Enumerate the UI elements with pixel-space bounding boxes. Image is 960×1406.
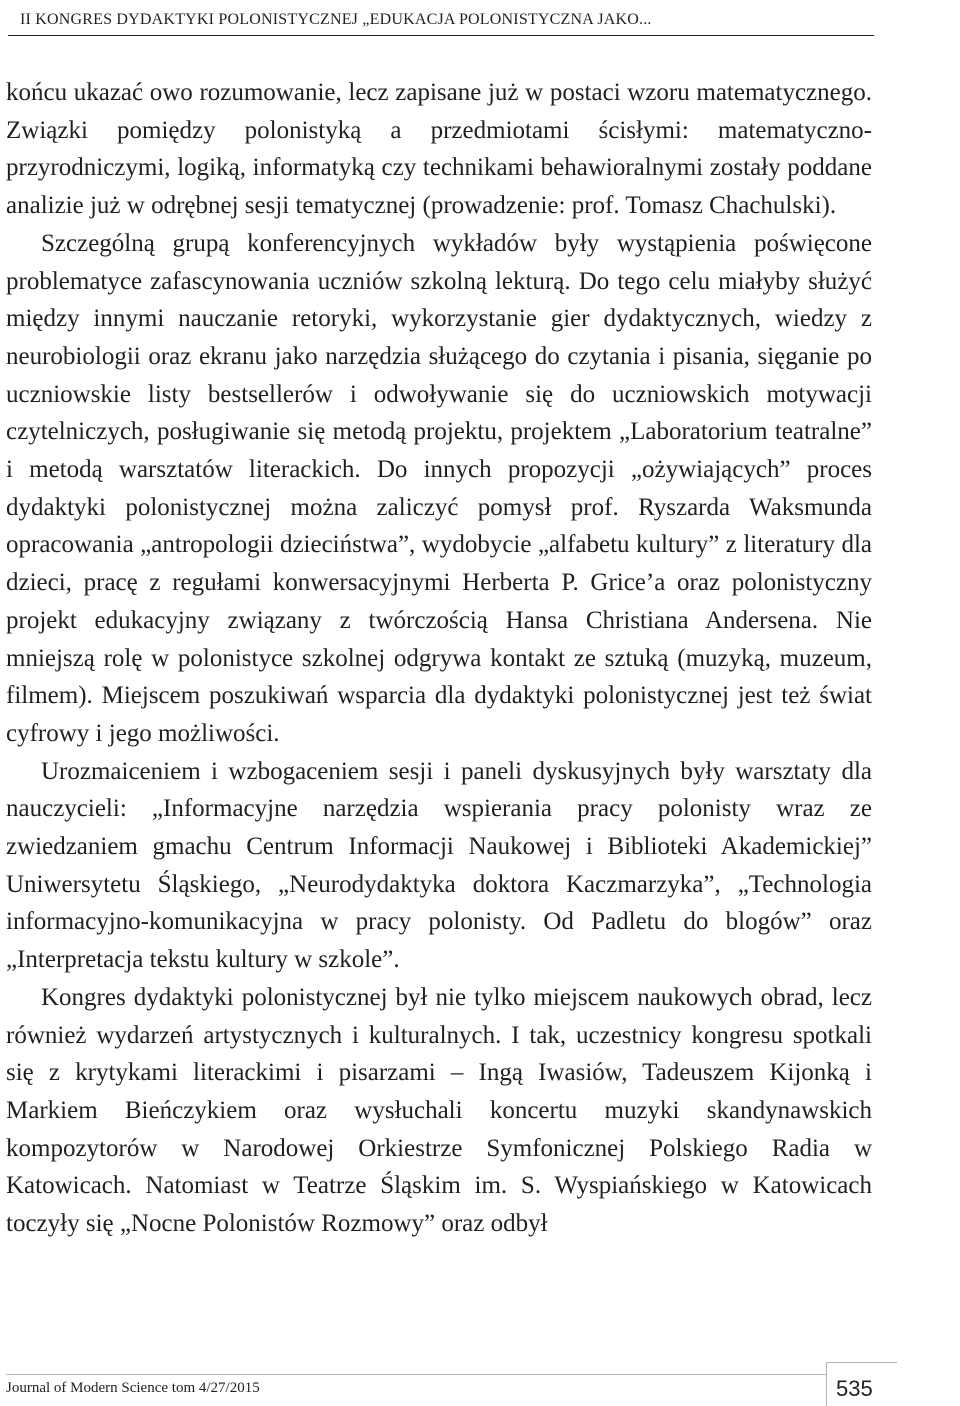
footer-rule — [6, 1374, 826, 1375]
running-header: II KONGRES DYDAKTYKI POLONISTYCZNEJ „EDUKACJA POLONISTYCZNA JAKO... — [20, 11, 652, 28]
paragraph-2: Szczególną grupą konferencyjnych wykładów były wystąpienia poświęcone problematyce zafascynowania uczniów szkolną lekturą. Do tego celu miałyby służyć między innymi nauczanie retoryki, wykorzystanie gier dydaktycznych, wiedzy z neurobiologii oraz ekranu jako narzędzia służącego do czytania i pisania, sięganie po uczniowskie listy bestsellerów i odwoływanie się do uczniowskich motywacji czytelniczych, posługiwanie się metodą projektu, projektem „Laboratorium teatralne” i metodą warsztatów literackich. Do innych propozycji „ożywiających” proces dydaktyki polonistycznej można zaliczyć pomysł prof. Ryszarda Waksmunda opracowania „antropologii dzieciństwa”, wydobycie „alfabetu kultury” z literatury dla dzieci, pracę z regułami konwersacyjnymi Herberta P. Grice’a oraz polonistyczny projekt edukacyjny związany z twórczością Hansa Christiana Andersena. Nie mniejszą rolę w polonistyce szkolnej odgrywa kontakt ze sztuką (muzyką, muzeum, filmem). Miejscem poszukiwań wsparcia dla dydaktyki polonistycznej jest też świat cyfrowy i jego możliwości. — [6, 229, 872, 747]
article-body — [6, 74, 872, 1243]
paragraph-4: Kongres dydaktyki polonistycznej był nie tylko miejscem naukowych obrad, lecz również wydarzeń artystycznych i kulturalnych. I tak, uczestnicy kongresu spotkali się z krytykami literackimi i pisarzami – Ingą Iwasiów, Tadeuszem Kijonką i Markiem Bieńczykiem oraz wysłuchali koncertu muzyki skandynawskich kompozytorów w Narodowej Orkiestrze Symfonicznej Polskiego Radia w Katowicach. Natomiast w Teatrze Śląskim im. S. Wyspiańskiego w Katowicach toczyły się „Nocne Polonistów Rozmowy” oraz odbył — [6, 983, 872, 1238]
page-number: 535 — [836, 1376, 873, 1401]
paragraph-1: końcu ukazać owo rozumowanie, lecz zapisane już w postaci wzoru matematycznego. Związki pomiędzy polonistyką a przedmiotami ścisłymi: matematyczno-przyrodniczymi, logiką, informatyką czy technikami behawioralnymi zostały poddane analizie już w odrębnej sesji tematycznej (prowadzenie: prof. Tomasz Chachulski). — [6, 79, 872, 220]
journal-citation: Journal of Modern Science tom 4/27/2015 — [6, 1380, 260, 1396]
paragraph-3: Urozmaiceniem i wzbogaceniem sesji i paneli dyskusyjnych były warsztaty dla nauczycieli: „Informacyjne narzędzia wspierania pracy polonisty wraz ze zwiedzaniem gmachu Centrum Informacji Naukowej i Biblioteki Akademickiej” Uniwersytetu Śląskiego, „Neurodydaktyka doktora Kaczmarzyka”, „Technologia informacyjno-komunikacyjna w pracy polonisty. Od Padletu do blogów” oraz „Interpretacja tekstu kultury w szkole”. — [6, 757, 872, 974]
header-rule — [8, 35, 874, 36]
